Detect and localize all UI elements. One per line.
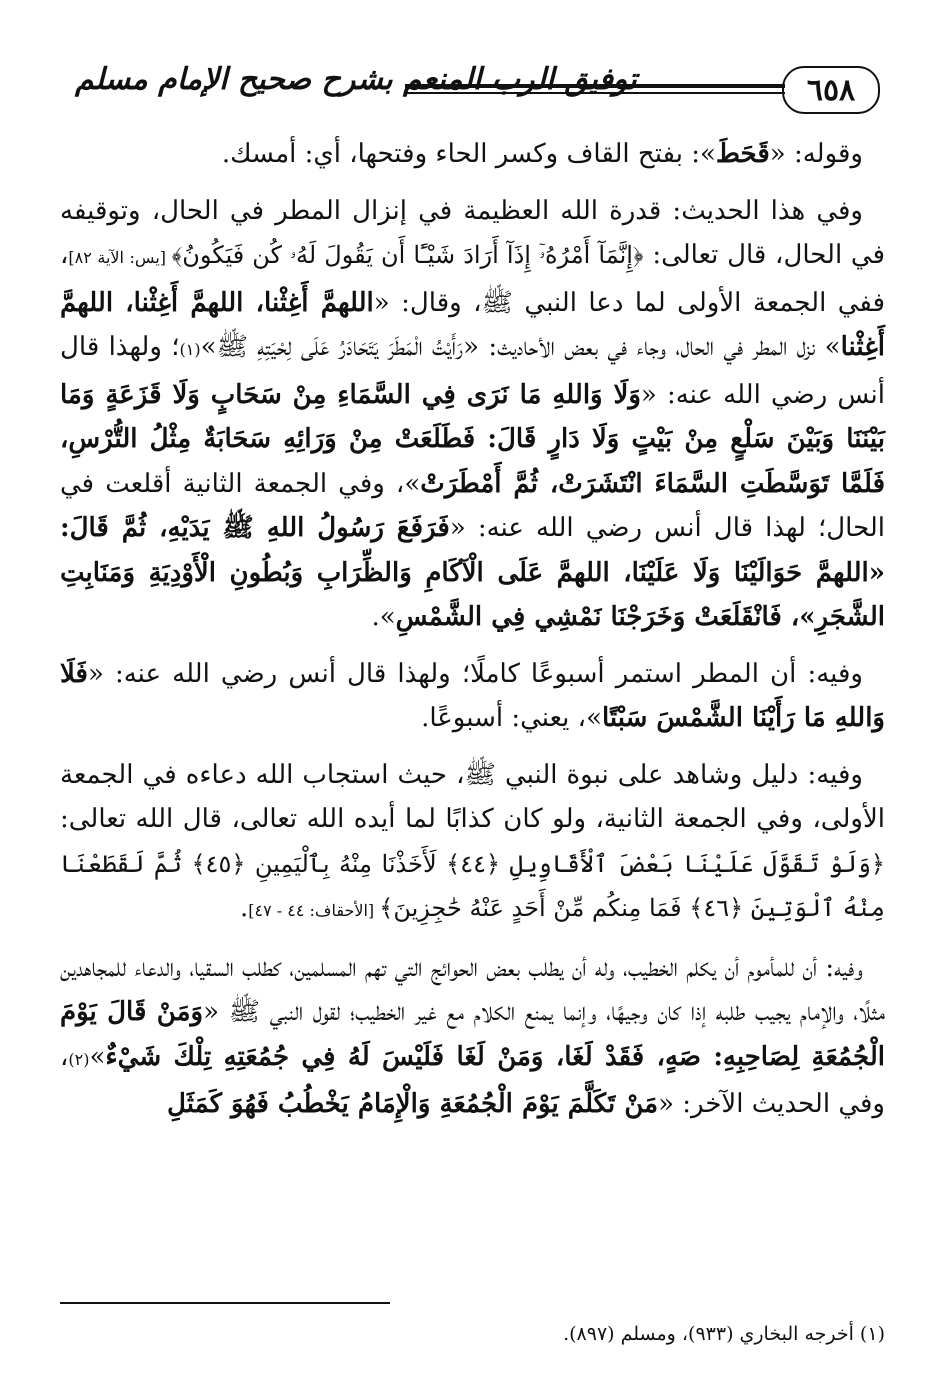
hadith-quote: مَنْ تَكَلَّمَ يَوْمَ الْجُمُعَةِ وَالْإِمَامُ يَخْطُبُ فَهُوَ كَمَثَلِ — [167, 1089, 659, 1119]
footnote-rule — [60, 1302, 390, 1304]
hadith-quote: وَلَا وَاللهِ مَا نَرَى فِي السَّمَاءِ مِنْ سَحَابٍ وَلَا قَزَعَةٍ وَمَا بَيْنَنَا وَبَيْنَ سَلْعٍ مِنْ بَيْتٍ وَلَا دَارٍ قَالَ: فَطَلَعَتْ مِنْ وَرَائِهِ سَحَابَةٌ مِثْلُ التُّرْسِ، فَلَمَّا تَوَسَّطَتِ السَّمَاءَ انْتَشَرَتْ، ثُمَّ أَمْطَرَتْ — [60, 379, 885, 499]
paragraph — [60, 189, 885, 640]
text-run: »، يعني: أسبوعًا. — [421, 703, 602, 733]
paragraph — [60, 753, 885, 934]
paragraph — [60, 946, 885, 1127]
footnote: (١) أخرجه البخاري (٩٣٣)، ومسلم (٨٩٧). — [563, 1323, 885, 1345]
text-run: ؛ ولهذا قال أنس رضي الله عنه: « — [60, 332, 885, 410]
text-run: ، ففي الجمعة الأولى لما دعا النبي ﷺ، وقال: « — [60, 240, 885, 318]
text-run: » — [89, 1041, 106, 1072]
hadith-quote: اللهمَّ أَغِثْنا، اللهمَّ أَغِثْنا، اللهمَّ أَغِثْنا — [60, 287, 886, 362]
hadith-quote: قَحَطَ — [715, 139, 770, 169]
book-page — [60, 40, 890, 1350]
page-number: ٦٥٨ — [782, 66, 880, 114]
text-run: وفيه: أن للمأموم أن يكلم الخطيب، وله أن يطلب بعض الحوائج التي تهم المسلمين، كطلب السقيا، والدعاء للمجاهدين مثلًا، والإمام يجيب طلبه إذا كان وجيهًا، وإنما يمنع الكلام مع غير الخطيب؛ لقول النبي ﷺ « — [60, 952, 885, 1027]
text-run: ». — [371, 602, 396, 632]
text-run: وفي هذا الحديث: قدرة الله العظيمة في إنزال المطر في الحال، وتوقيفه في الحال، قال تعالى: — [60, 195, 886, 270]
text-run: وفيه: أن المطر استمر أسبوعًا كاملًا؛ ولهذا قال أنس رضي الله عنه: « — [87, 658, 863, 689]
hadith-quote: فَرَفَعَ رَسُولُ اللهِ ﷺ يَدَيْهِ، ثُمَّ قَالَ: «اللهمَّ حَوَالَيْنَا وَلَا عَلَيْنَا، اللهمَّ عَلَى الْآكَامِ وَالظِّرَابِ وَبُطُونِ الْأَوْدِيَةِ وَمَنَابِتِ الشَّجَرِ»، فَانْقَلَعَتْ وَخَرَجْنَا نَمْشِي فِي الشَّمْسِ — [60, 513, 885, 632]
text-run: »، وفي الجمعة الثانية أقلعت في الحال؛ لهذا قال أنس رضي الله عنه: « — [60, 468, 885, 543]
book-title: توفيق الرب المنعم بشرح صحيح الإمام مسلم — [75, 62, 637, 97]
quran-verse: ﴿إِنَّمَآ أَمْرُهُۥٓ إِذَآ أَرَادَ شَيْـًٔا أَن يَقُولَ لَهُۥ كُن فَيَكُونُ﴾ — [171, 241, 644, 269]
reference-marker: [يس: الآية ٨٢] — [68, 248, 172, 267]
text-run: وقوله: « — [769, 139, 863, 169]
text-run: . — [239, 893, 249, 923]
paragraph — [60, 132, 885, 177]
body-text — [60, 132, 885, 1133]
hadith-quote: وَمَنْ قَالَ يَوْمَ الْجُمُعَةِ لِصَاحِبِهِ: صَهٍ، فَقَدْ لَغَا، وَمَنْ لَغَا فَلَيْسَ لَهُ فِي جُمُعَتِهِ تِلْكَ شَيْءٌ — [60, 997, 885, 1072]
quran-verse: ﴿وَلَوْ تَقَوَّلَ عَلَيْنَا بَعْضَ ٱلْأَقَاوِيلِ ﴿٤٤﴾ لَأَخَذْنَا مِنْهُ بِٱلْيَمِينِ ﴿٤٥﴾ ثُمَّ لَقَطَعْنَا مِنْهُ ٱلْوَتِينَ ﴿٤٦﴾ فَمَا مِنكُم مِّنْ أَحَدٍ عَنْهُ حَٰجِزِينَ﴾ — [60, 849, 885, 922]
text-run: »: بفتح القاف وكسر الحاء وفتحها، أي: أمسك. — [221, 139, 716, 169]
text-run: وفيه: دليل وشاهد على نبوة النبي ﷺ، حيث استجاب الله دعاءه في الجمعة الأولى، وفي الجمعة الثانية، ولو كان كذابًا لما أيده الله تعالى، قال الله تعالى: — [60, 759, 885, 834]
reference-marker: (١) — [179, 340, 201, 359]
reference-marker: [الأحقاف: ٤٤ - ٤٧] — [248, 901, 380, 920]
hadith-quote: فَلَا وَاللهِ مَا رَأَيْنَا الشَّمْسَ سَبْتًا — [60, 658, 885, 733]
text-run: ، وفي الحديث الآخر: « — [60, 1041, 885, 1119]
reference-marker: (٢) — [68, 1049, 90, 1069]
text-run: » نزل المطر في الحال، وجاء في بعض الأحاديث: «رَأَيْتُ الْمَطَرَ يَتَحَادَرُ عَلَى لِحْيَتِهِ ﷺ» — [200, 332, 841, 362]
page-header — [60, 60, 890, 120]
paragraph — [60, 652, 885, 741]
